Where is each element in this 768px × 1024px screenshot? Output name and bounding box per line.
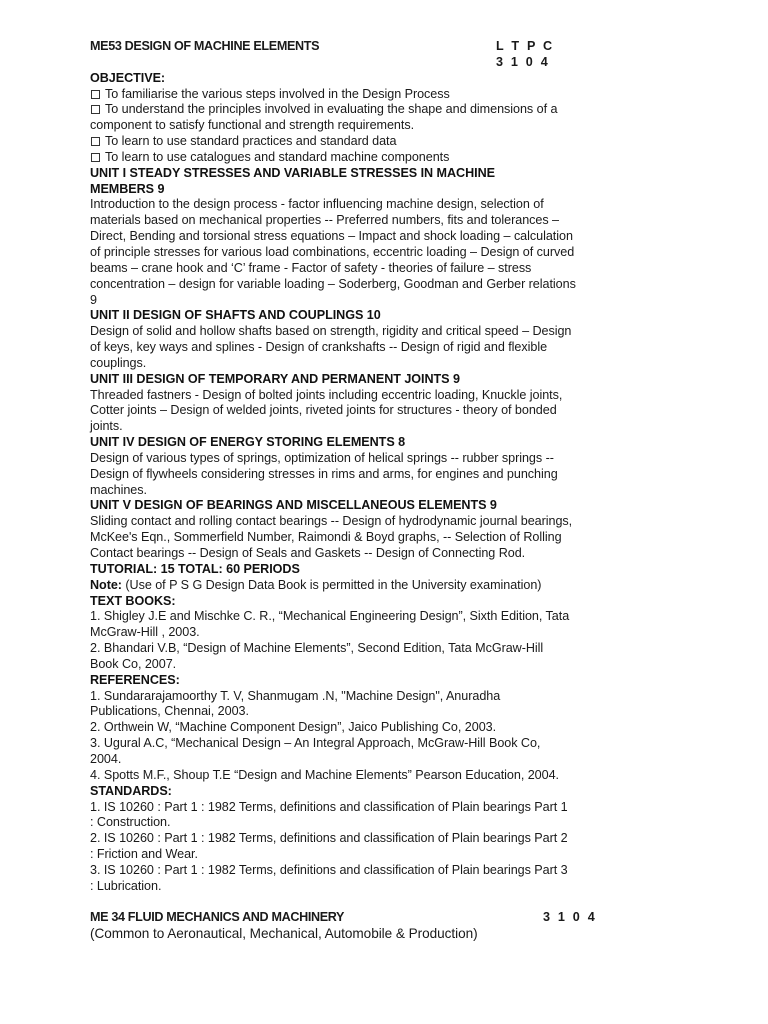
- ltpc-values: 3 1 0 4: [496, 54, 550, 69]
- reference-item: 2. Orthwein W, “Machine Component Design”, Jaico Publishing Co, 2003.: [90, 720, 497, 735]
- text-book-item: 2. Bhandari V.B, “Design of Machine Elements”, Second Edition, Tata McGraw-Hill: [90, 641, 544, 656]
- unit-body-line: of principle stresses for various load combinations, eccentric loading – Design of curved: [90, 244, 575, 259]
- unit-1: [90, 166, 650, 309]
- objective-heading: OBJECTIVE:: [90, 70, 166, 85]
- course-header: [90, 39, 650, 55]
- checkbox-square-icon: [91, 90, 100, 99]
- objective-item: To learn to use catalogues and standard machine components: [90, 150, 650, 166]
- unit-body-line: Sliding contact and rolling contact bearings -- Design of hydrodynamic journal bearings,: [90, 514, 573, 529]
- reference-item: 1. Sundararajamoorthy T. V, Shanmugam .N, "Machine Design", Anuradha: [90, 688, 501, 703]
- standards-heading: STANDARDS:: [90, 783, 172, 798]
- unit-heading: UNIT I STEADY STRESSES AND VARIABLE STRESSES IN MACHINE: [90, 165, 495, 180]
- text-book-item-continuation: Book Co, 2007.: [90, 656, 177, 671]
- note-text: (Use of P S G Design Data Book is permitted in the University examination): [121, 577, 542, 592]
- unit-heading: UNIT IV DESIGN OF ENERGY STORING ELEMENTS 8: [90, 435, 406, 450]
- unit-body-line: Design of flywheels considering stresses in rims and arms, for engines and punching: [90, 466, 558, 481]
- unit-body-line: Design of various types of springs, optimization of helical springs -- rubber springs --: [90, 450, 554, 465]
- objective-item: To learn to use standard practices and standard data: [90, 134, 650, 150]
- unit-body-line: Design of solid and hollow shafts based on strength, rigidity and critical speed – Design: [90, 324, 572, 339]
- unit-body-line: of keys, key ways and splines - Design of crankshafts -- Design of rigid and flexible: [90, 340, 548, 355]
- reference-item: 4. Spotts M.F., Shoup T.E “Design and Machine Elements” Pearson Education, 2004.: [90, 767, 559, 782]
- reference-item-continuation: 2004.: [90, 751, 122, 766]
- standard-item-continuation: : Lubrication.: [90, 878, 162, 893]
- references-heading: REFERENCES:: [90, 672, 180, 687]
- reference-item: 3. Ugural A.C, “Mechanical Design – An Integral Approach, McGraw-Hill Book Co,: [90, 736, 541, 751]
- course2-ltpc-values: 3 1 0 4: [543, 910, 597, 925]
- standard-item-continuation: : Construction.: [90, 815, 171, 830]
- standard-item: 3. IS 10260 : Part 1 : 1982 Terms, definitions and classification of Plain bearings Part 3: [90, 862, 568, 877]
- unit-heading: MEMBERS 9: [90, 181, 165, 196]
- reference-item-continuation: Publications, Chennai, 2003.: [90, 704, 249, 719]
- syllabus-page: [90, 39, 650, 942]
- checkbox-square-icon: [91, 153, 100, 162]
- unit-heading: UNIT II DESIGN OF SHAFTS AND COUPLINGS 10: [90, 308, 381, 323]
- checkbox-square-icon: [91, 105, 100, 114]
- text-books-heading: TEXT BOOKS:: [90, 593, 176, 608]
- objective-item-continuation: component to satisfy functional and strength requirements.: [90, 118, 415, 133]
- ltpc-label: L T P C: [496, 39, 555, 53]
- text-books-section: [90, 594, 650, 673]
- unit-body-line: joints.: [90, 419, 123, 434]
- unit-body-line: materials based on mechanical properties -- Preferred numbers, fits and tolerances –: [90, 213, 559, 228]
- periods-total: TUTORIAL: 15 TOTAL: 60 PERIODS: [90, 561, 300, 576]
- unit-heading: UNIT III DESIGN OF TEMPORARY AND PERMANENT JOINTS 9: [90, 371, 460, 386]
- unit-body-line: Threaded fastners - Design of bolted joints including eccentric loading, Knuckle joints,: [90, 387, 563, 402]
- standard-item-continuation: : Friction and Wear.: [90, 847, 198, 862]
- unit-body-line: 9: [90, 292, 97, 307]
- objective-section: [90, 71, 650, 166]
- unit-body-line: Direct, Bending and torsional stress equations – Impact and shock loading – calculation: [90, 229, 573, 244]
- course2-title: ME 34 FLUID MECHANICS AND MACHINERY: [90, 910, 345, 925]
- course-title: ME53 DESIGN OF MACHINE ELEMENTS: [90, 39, 320, 53]
- text-book-item: 1. Shigley J.E and Mischke C. R., “Mechanical Engineering Design”, Sixth Edition, Tata: [90, 609, 570, 624]
- exam-note: [90, 578, 650, 594]
- unit-3: [90, 372, 650, 435]
- text-book-item-continuation: McGraw-Hill , 2003.: [90, 625, 200, 640]
- references-section: [90, 673, 650, 784]
- unit-body-line: Contact bearings -- Design of Seals and Gaskets -- Design of Connecting Rod.: [90, 546, 526, 560]
- course2-subtitle: (Common to Aeronautical, Mechanical, Automobile & Production): [90, 926, 478, 942]
- checkbox-square-icon: [91, 137, 100, 146]
- unit-body-line: machines.: [90, 482, 147, 497]
- unit-body-line: McKee's Eqn., Sommerfield Number, Raimondi & Boyd graphs, -- Selection of Rolling: [90, 530, 562, 545]
- unit-body-line: Cotter joints – Design of welded joints, riveted joints for structures - theory of bonded: [90, 403, 557, 418]
- objective-item: To understand the principles involved in evaluating the shape and dimensions of a: [90, 102, 650, 118]
- section-spacer: [90, 895, 650, 911]
- unit-body-line: Introduction to the design process - factor influencing machine design, selection of: [90, 197, 544, 212]
- standard-item: 2. IS 10260 : Part 1 : 1982 Terms, definitions and classification of Plain bearings Part 2: [90, 831, 568, 846]
- standard-item: 1. IS 10260 : Part 1 : 1982 Terms, definitions and classification of Plain bearings Part 1: [90, 799, 568, 814]
- unit-body-line: couplings.: [90, 355, 147, 370]
- unit-body-line: beams – crane hook and ‘C’ frame - Factor of safety - theories of failure – stress: [90, 260, 532, 275]
- standards-section: [90, 784, 650, 895]
- unit-4: [90, 435, 650, 498]
- objective-item: To familiarise the various steps involved in the Design Process: [90, 87, 650, 103]
- unit-2: [90, 308, 650, 371]
- unit-body-line: concentration – design for variable loading – Soderberg, Goodman and Gerber relations: [90, 276, 576, 291]
- unit-5: [90, 498, 650, 561]
- course2-header: [90, 910, 650, 926]
- unit-heading: UNIT V DESIGN OF BEARINGS AND MISCELLANEOUS ELEMENTS 9: [90, 498, 497, 513]
- note-label: Note:: [90, 577, 122, 592]
- ltpc-row: [90, 55, 650, 71]
